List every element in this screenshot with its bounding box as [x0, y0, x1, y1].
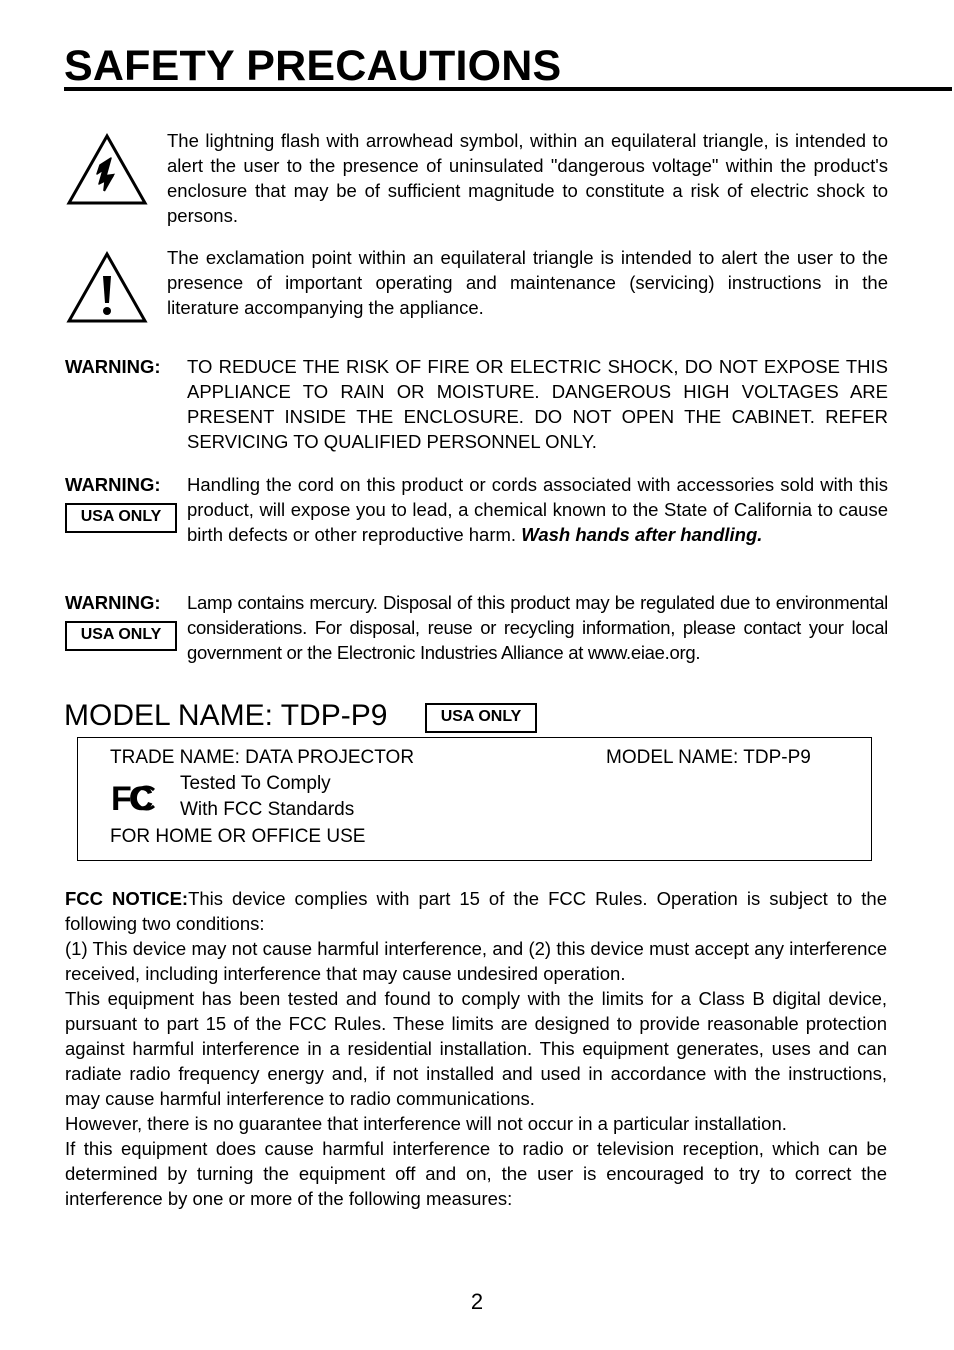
warning-text-fire: TO REDUCE THE RISK OF FIRE OR ELECTRIC SHOCK, DO NOT EXPOSE THIS APPLIANCE TO RAIN OR MOISTURE. DANGEROUS HIGH VOLTAGES ARE PRESENT INSIDE THE ENCLOSURE. DO NOT OPEN THE CABINET. REFER SERVICING TO QUALIFIED PERSONNEL ONLY. [187, 356, 888, 452]
warning-label: WARNING: [65, 474, 161, 495]
tested-line-2: With FCC Standards [180, 799, 355, 820]
title-rule [64, 87, 952, 91]
home-office-use: FOR HOME OR OFFICE USE [110, 826, 366, 847]
lightning-triangle-icon [66, 132, 148, 206]
fcc-notice-paragraph: If this equipment does cause harmful interference to radio or television reception, which can be determined by turning the equipment off and on, the user is encouraged to try to correct the interference by one or more of the following measures: [65, 1138, 887, 1209]
usa-only-badge: USA ONLY [425, 703, 537, 733]
exclamation-triangle-icon [66, 250, 148, 324]
fcc-notice-paragraph: However, there is no guarantee that interference will not occur in a particular installation. [65, 1113, 787, 1134]
fcc-notice-paragraph: This equipment has been tested and found to comply with the limits for a Class B digital device, pursuant to part 15 of the FCC Rules. These limits are designed to provide reasonable protection against harmful interference in a residential installation. This equipment generates, uses and can radiate radio frequency energy and, if not installed and used in accordance with the instructions, may cause harmful interference to radio communications. [65, 988, 887, 1109]
usa-only-badge: USA ONLY [65, 503, 177, 533]
warning-text-mercury: Lamp contains mercury. Disposal of this product may be regulated due to environmental considerations. For disposal, reuse or recycling information, please contact your local government or the Electronic Industries Alliance at www.eiae.org. [187, 592, 888, 663]
warning-lead-body: Handling the cord on this product or cords associated with accessories sold with this product, will expose you to lead, a chemical known to the State of California to cause birth defects or other reproductive harm. [187, 474, 888, 545]
warning-label: WARNING: [65, 356, 161, 377]
label-model-name: MODEL NAME: TDP-P9 [606, 747, 811, 768]
usa-only-badge: USA ONLY [65, 621, 177, 651]
tested-line-1: Tested To Comply [180, 773, 331, 794]
fcc-logo-icon [111, 780, 163, 816]
warning-lead-emphasis: Wash hands after handling. [521, 524, 763, 545]
fcc-notice-conditions: (1) This device may not cause harmful interference, and (2) this device must accept any interference received, including interference that may cause undesired operation. [65, 938, 887, 984]
warning-label: WARNING: [65, 592, 161, 613]
fcc-notice-intro [65, 886, 887, 936]
fcc-notice-label: FCC NOTICE: [65, 888, 189, 909]
fcc-notice [65, 886, 887, 1211]
trade-name: TRADE NAME: DATA PROJECTOR [110, 747, 415, 768]
exclamation-symbol-text: The exclamation point within an equilateral triangle is intended to alert the user to the presence of important operating and maintenance (servicing) instructions in the literature accompanying the appliance. [167, 247, 888, 318]
page-number: 2 [470, 1289, 484, 1314]
fcc-logo-text: FC [111, 780, 151, 816]
model-heading: MODEL NAME: TDP-P9 [64, 699, 388, 732]
page-title: SAFETY PRECAUTIONS [64, 42, 562, 90]
warning-text-lead [187, 472, 888, 547]
fcc-notice-intro-text: This device complies with part 15 of the FCC Rules. Operation is subject to the following two conditions: [65, 888, 887, 934]
lightning-symbol-text: The lightning flash with arrowhead symbol, within an equilateral triangle, is intended to alert the user to the presence of uninsulated "dangerous voltage" within the product's enclosure that may be of sufficient magnitude to constitute a risk of electric shock to persons. [167, 130, 888, 226]
